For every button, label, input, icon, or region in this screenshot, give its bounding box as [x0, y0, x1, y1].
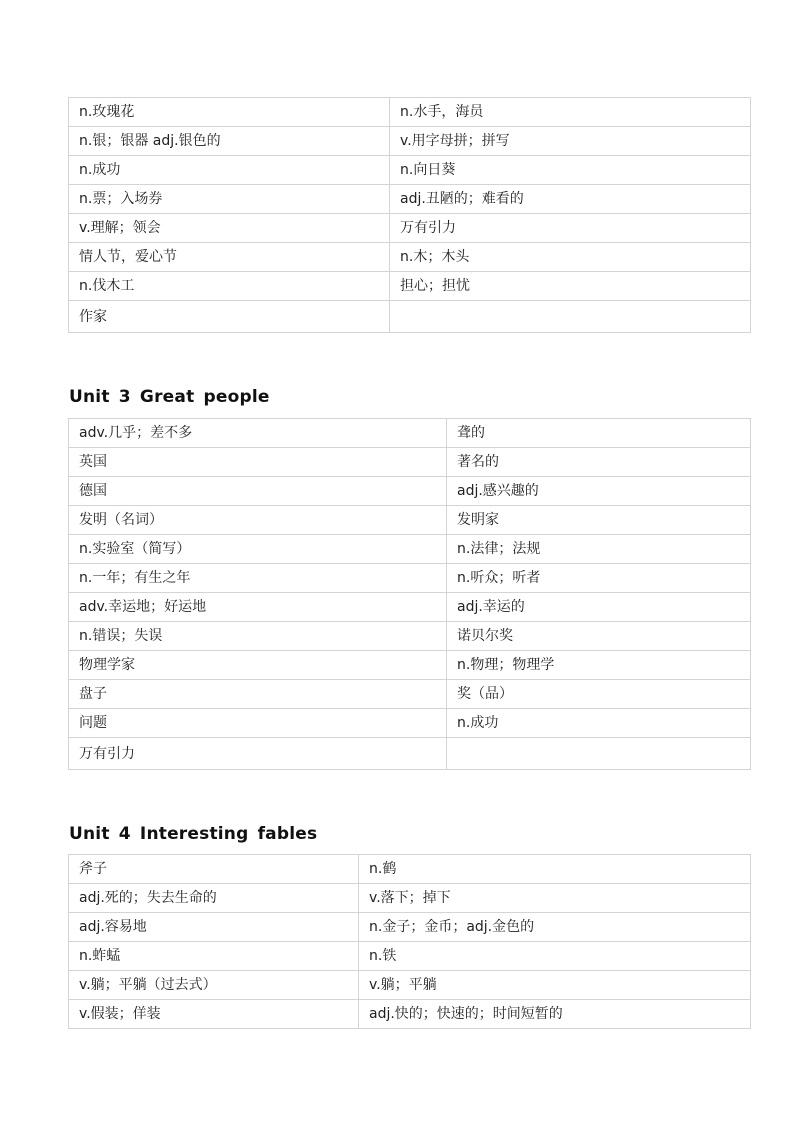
table-cell: 发明家 — [447, 506, 751, 535]
table-cell: 盘子 — [69, 680, 447, 709]
table-row — [69, 971, 751, 1000]
table-cell: n.一年；有生之年 — [69, 564, 447, 593]
table-cell: n.玫瑰花 — [69, 98, 390, 127]
table-cell: n.听众；听者 — [447, 564, 751, 593]
table-cell: n.向日葵 — [390, 156, 751, 185]
table-cell: n.成功 — [69, 156, 390, 185]
table-cell: adj.感兴趣的 — [447, 477, 751, 506]
table-cell: 诺贝尔奖 — [447, 622, 751, 651]
vocab-table-unit-3 — [68, 418, 751, 770]
table-cell: n.铁 — [359, 942, 751, 971]
table-cell: adj.死的；失去生命的 — [69, 884, 359, 913]
table-cell: 奖（品） — [447, 680, 751, 709]
table-cell: n.实验室（简写） — [69, 535, 447, 564]
table-row — [69, 884, 751, 913]
table-cell: v.假装；佯装 — [69, 1000, 359, 1029]
table-row — [69, 942, 751, 971]
table-cell: v.理解；领会 — [69, 214, 390, 243]
table-cell: 问题 — [69, 709, 447, 738]
table-cell: v.落下；掉下 — [359, 884, 751, 913]
table-cell: 德国 — [69, 477, 447, 506]
table-cell: v.躺；平躺 — [359, 971, 751, 1000]
table-cell: adj.幸运的 — [447, 593, 751, 622]
table-row — [69, 214, 751, 243]
table-cell: adv.几乎；差不多 — [69, 419, 447, 448]
table-cell: 著名的 — [447, 448, 751, 477]
table-row — [69, 738, 751, 770]
table-cell: n.成功 — [447, 709, 751, 738]
table-row — [69, 651, 751, 680]
table-row — [69, 709, 751, 738]
table-row — [69, 156, 751, 185]
table-cell: v.躺；平躺（过去式） — [69, 971, 359, 1000]
table-cell: n.蚱蜢 — [69, 942, 359, 971]
table-cell: 物理学家 — [69, 651, 447, 680]
table-row — [69, 419, 751, 448]
table-cell: n.物理；物理学 — [447, 651, 751, 680]
table-row — [69, 680, 751, 709]
table-cell: 万有引力 — [390, 214, 751, 243]
table-row — [69, 1000, 751, 1029]
table-row — [69, 243, 751, 272]
table-cell: adj.快的；快速的；时间短暂的 — [359, 1000, 751, 1029]
table-cell — [447, 738, 751, 770]
unit-4-heading: Unit 4 Interesting fables — [69, 824, 318, 844]
table-cell: 担心；担忧 — [390, 272, 751, 301]
table-cell — [390, 301, 751, 333]
vocab-table-unit-4 — [68, 854, 751, 1029]
table-row — [69, 98, 751, 127]
table-cell: n.银；银器 adj.银色的 — [69, 127, 390, 156]
table-cell: 英国 — [69, 448, 447, 477]
table-cell: n.伐木工 — [69, 272, 390, 301]
table-cell: n.金子；金币；adj.金色的 — [359, 913, 751, 942]
vocab-table-top — [68, 97, 751, 333]
table-cell: n.错误；失误 — [69, 622, 447, 651]
table-row — [69, 506, 751, 535]
table-cell: adj.容易地 — [69, 913, 359, 942]
table-cell: 斧子 — [69, 855, 359, 884]
table-row — [69, 855, 751, 884]
table-cell: 情人节，爱心节 — [69, 243, 390, 272]
table-cell: n.木；木头 — [390, 243, 751, 272]
table-row — [69, 535, 751, 564]
table-row — [69, 564, 751, 593]
table-cell: 聋的 — [447, 419, 751, 448]
table-cell: adj.丑陋的；难看的 — [390, 185, 751, 214]
table-cell: 发明（名词） — [69, 506, 447, 535]
table-cell: 作家 — [69, 301, 390, 333]
table-cell: 万有引力 — [69, 738, 447, 770]
table-cell: n.水手，海员 — [390, 98, 751, 127]
table-row — [69, 477, 751, 506]
table-row — [69, 127, 751, 156]
table-cell: n.鹤 — [359, 855, 751, 884]
table-cell: v.用字母拼；拼写 — [390, 127, 751, 156]
table-cell: adv.幸运地；好运地 — [69, 593, 447, 622]
table-row — [69, 913, 751, 942]
table-row — [69, 448, 751, 477]
unit-3-heading: Unit 3 Great people — [69, 387, 270, 407]
table-row — [69, 301, 751, 333]
table-row — [69, 185, 751, 214]
table-row — [69, 272, 751, 301]
table-row — [69, 593, 751, 622]
table-cell: n.票；入场券 — [69, 185, 390, 214]
table-row — [69, 622, 751, 651]
table-cell: n.法律；法规 — [447, 535, 751, 564]
